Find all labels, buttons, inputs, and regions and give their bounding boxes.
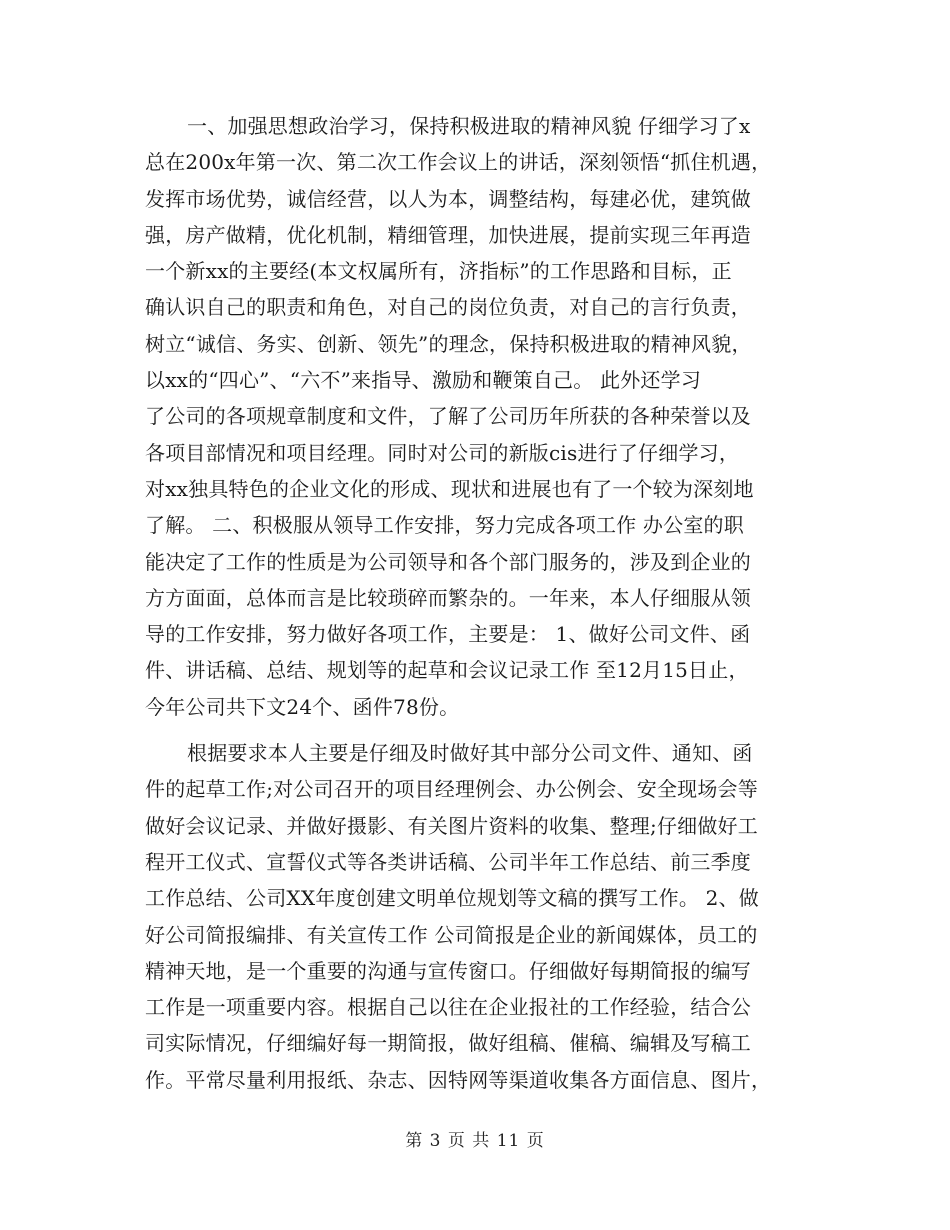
paragraph-1 <box>145 108 815 725</box>
text-line: 件、讲话稿、总结、规划等的起草和会议记录工作 至12月15日止， <box>145 658 749 683</box>
paragraph-2 <box>145 735 815 1098</box>
page-number-label: 第 3 页 共 11 页 <box>405 1131 545 1151</box>
page-footer <box>0 1126 950 1151</box>
text-line: 确认识自己的职责和角色，对自己的岗位负责，对自己的言行负责， <box>145 295 751 320</box>
text-line: 司实际情况，仔细编好每一期简报，做好组稿、催稿、编辑及写稿工 <box>145 1031 751 1056</box>
text-line: 强，房产做精，优化机制，精细管理，加快进展，提前实现三年再造 <box>145 222 751 247</box>
text-line: 件的起草工作;对公司召开的项目经理例会、办公例会、安全现场会等 <box>145 777 758 802</box>
document-body <box>145 108 815 1098</box>
text-line: 方方面面，总体而言是比较琐碎而繁杂的。一年来，本人仔细服从领 <box>145 585 751 610</box>
text-line: 能决定了工作的性质是为公司领导和各个部门服务的，涉及到企业的 <box>145 549 751 574</box>
text-line: 各项目部情况和项目经理。同时对公司的新版cis进行了仔细学习， <box>145 440 740 465</box>
text-line: 树立“诚信、务实、创新、领先”的理念，保持积极进取的精神风貌， <box>145 331 752 356</box>
paragraph-spacer <box>145 725 815 735</box>
text-line: 总在200x年第一次、第二次工作会议上的讲话，深刻领悟“抓住机遇， <box>145 150 772 175</box>
text-line: 工作是一项重要内容。根据自己以往在企业报社的工作经验，结合公 <box>145 995 751 1020</box>
text-line: 程开工仪式、宣誓仪式等各类讲话稿、公司半年工作总结、前三季度 <box>145 849 751 874</box>
text-line: 以xx的“四心”、“六不”来指导、激励和鞭策自己。 此外还学习 <box>145 368 702 393</box>
text-line: 导的工作安排，努力做好各项工作，主要是： 1、做好公司文件、函 <box>145 622 751 647</box>
text-line: 了公司的各项规章制度和文件，了解了公司历年所获的各种荣誉以及 <box>145 404 751 429</box>
text-line: 一个新xx的主要经(本文权属所有，济指标”的工作思路和目标，正 <box>145 259 732 284</box>
text-line: 一、加强思想政治学习，保持积极进取的精神风貌 仔细学习了x <box>187 114 751 138</box>
text-line: 对xx独具特色的企业文化的形成、现状和进展也有了一个较为深刻地 <box>145 476 754 501</box>
text-line: 做好会议记录、并做好摄影、有关图片资料的收集、整理;仔细做好工 <box>145 813 758 838</box>
text-line: 发挥市场优势，诚信经营，以人为本，调整结构，每建必优，建筑做 <box>145 186 751 211</box>
text-line: 了解。 二、积极服从领导工作安排，努力完成各项工作 办公室的职 <box>145 513 744 538</box>
text-line: 作。平常尽量利用报纸、杂志、因特网等渠道收集各方面信息、图片， <box>145 1067 772 1092</box>
text-line: 今年公司共下文24个、函件78份。 <box>145 694 460 719</box>
text-line: 好公司简报编排、有关宣传工作 公司简报是企业的新闻媒体，员工的 <box>145 922 758 947</box>
text-line: 精神天地，是一个重要的沟通与宣传窗口。仔细做好每期简报的编写 <box>145 958 751 983</box>
text-line: 工作总结、公司XX年度创建文明单位规划等文稿的撰写工作。 2、做 <box>145 886 759 911</box>
text-line: 根据要求本人主要是仔细及时做好其中部分公司文件、通知、函 <box>187 741 753 766</box>
